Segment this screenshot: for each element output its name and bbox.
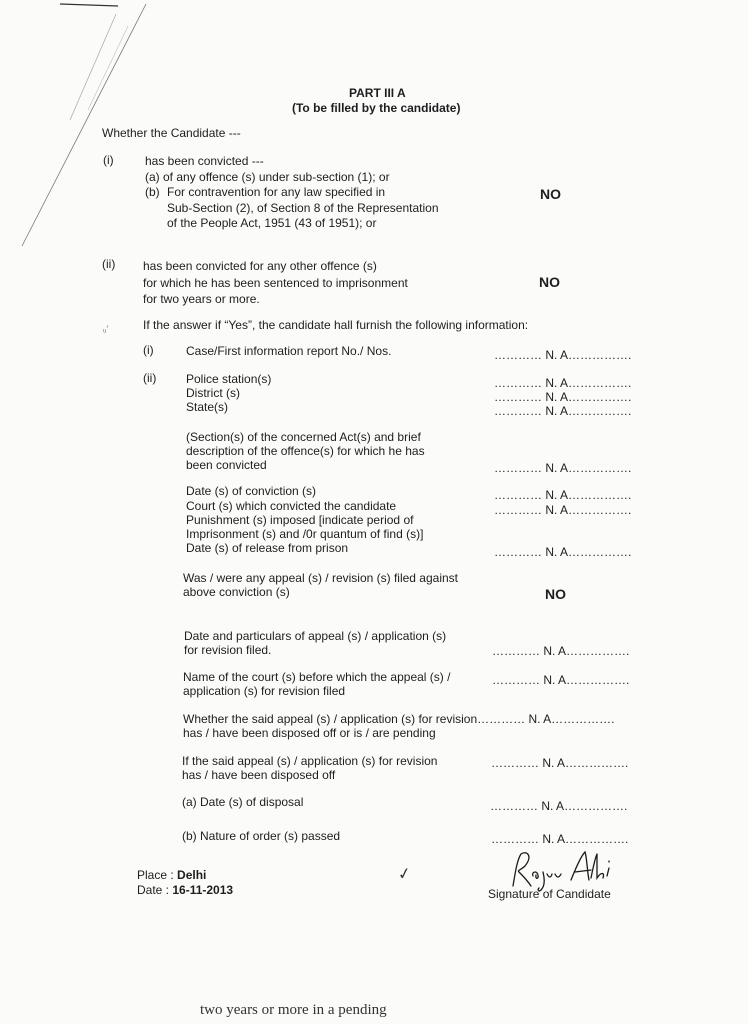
district-label: District (s) [186, 386, 240, 400]
appeal-answer: NO [545, 586, 566, 602]
court-value: ………… N. A……………. [494, 503, 632, 517]
section-i-lead: has been convicted --- [145, 154, 264, 168]
date-line [137, 883, 233, 897]
detail-ii-number: (ii) [143, 371, 157, 385]
section-i-item-b-label: (b) [145, 185, 160, 199]
court-appeal-label: Name of the court (s) before which the appeal (s) / application (s) for revision filed [183, 670, 451, 698]
date-particulars-label: Date and particulars of appeal (s) / application (s) for revision filed. [184, 629, 447, 657]
release-value: ………… N. A……………. [494, 545, 632, 559]
district-value: ………… N. A……………. [494, 390, 632, 404]
signature-caption: Signature of Candidate [488, 887, 611, 901]
order-value: ………… N. A……………. [491, 832, 629, 846]
section-i-number: (i) [103, 153, 114, 167]
if-disposed-value: ………… N. A……………. [491, 756, 629, 770]
page-title: PART III A [349, 86, 406, 100]
place-line [137, 868, 206, 882]
section-ii-text: has been convicted for any other offence (s) for which he has been sentenced to imprisonment for two years or more. [143, 259, 408, 306]
checkmark-icon: ✓ [396, 864, 413, 885]
bleed-through-text: two years or more in a pending [200, 1002, 387, 1018]
case-value: ………… N. A……………. [494, 348, 632, 362]
disposal-date-value: ………… N. A……………. [490, 799, 628, 813]
police-value: ………… N. A……………. [494, 376, 632, 390]
disposed-label: Whether the said appeal (s) / application (s) for revision………… N. A……………. has / have been disposed off or is / are pending [183, 712, 615, 740]
section-i-item-b-text: For contravention for any law specified in Sub-Section (2), of Section 8 of the Representation of the People Act, 1951 (43 of 1951); or [167, 185, 439, 230]
detail-i-number: (i) [143, 343, 154, 357]
date-conviction-label: Date (s) of conviction (s) [186, 484, 317, 498]
punishment-label: Punishment (s) imposed [indicate period of Imprisonment (s) and /0r quantum of find (s)] [186, 513, 424, 541]
if-disposed-label: If the said appeal (s) / application (s) for revision has / have been disposed off [182, 754, 438, 782]
date-particulars-value: ………… N. A……………. [492, 644, 630, 658]
section-ii-number: (ii) [102, 257, 116, 271]
section-i-item-a: (a) of any offence (s) under sub-section (1); or [145, 170, 390, 184]
date-label: Date : [137, 883, 173, 897]
date-conviction-value: ………… N. A……………. [494, 488, 632, 502]
if-yes-text: If the answer if “Yes”, the candidate hall furnish the following information: [143, 318, 529, 332]
section-ii-answer: NO [539, 274, 560, 290]
date-value: 16-11-2013 [172, 883, 234, 897]
section-i-answer: NO [540, 186, 561, 202]
intro-text: Whether the Candidate --- [102, 126, 241, 140]
appeal-label: Was / were any appeal (s) / revision (s) filed against above conviction (s) [183, 571, 458, 599]
order-label: (b) Nature of order (s) passed [182, 829, 341, 843]
sections-label: (Section(s) of the concerned Act(s) and brief description of the offence(s) for which he has been convicted [186, 430, 425, 472]
state-label: State(s) [186, 400, 229, 414]
police-label: Police station(s) [186, 372, 272, 386]
place-value: Delhi [177, 868, 207, 882]
handwritten-signature [505, 846, 613, 892]
sections-value: ………… N. A……………. [494, 461, 632, 475]
place-label: Place : [137, 868, 178, 882]
disposal-date-label: (a) Date (s) of disposal [182, 795, 304, 809]
case-label: Case/First information report No./ Nos. [186, 344, 392, 358]
release-label: Date (s) of release from prison [186, 541, 349, 555]
section-iii-number: ᵤ′ [103, 324, 109, 334]
court-label: Court (s) which convicted the candidate [186, 499, 397, 513]
page-subtitle: (To be filled by the candidate) [292, 101, 461, 115]
state-value: ………… N. A……………. [494, 404, 632, 418]
court-appeal-value: ………… N. A……………. [492, 673, 630, 687]
